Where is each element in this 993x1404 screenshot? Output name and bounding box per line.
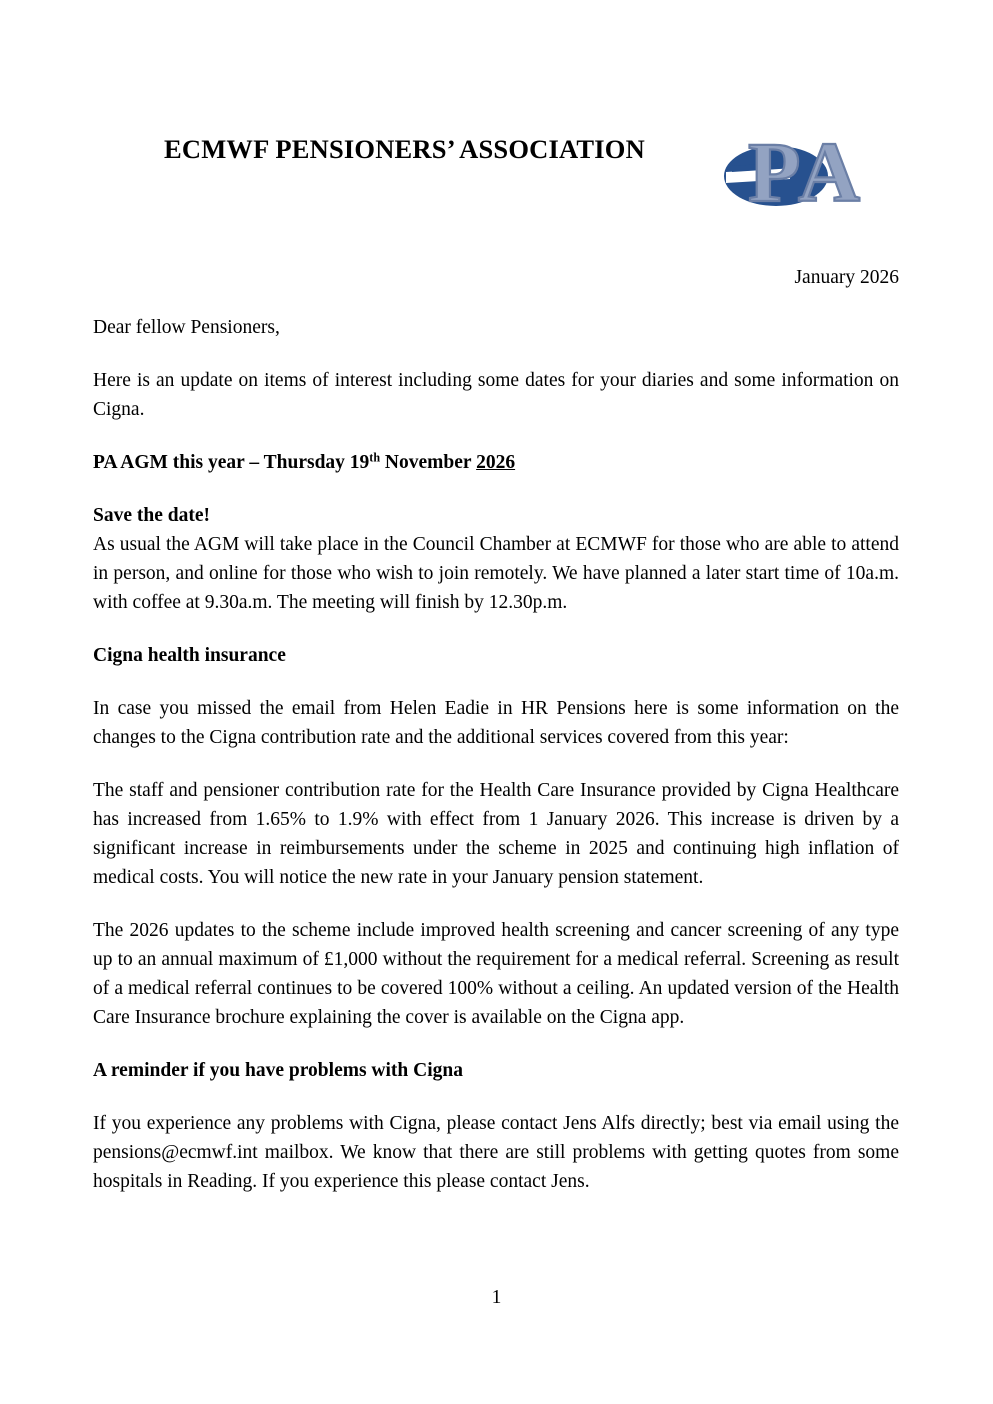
agm-heading-middle: November [380,452,477,473]
section-heading-agm [93,448,899,477]
document-body [93,313,899,1196]
spacer [93,477,899,501]
page-number: 1 [491,1287,502,1308]
agm-body: As usual the AGM will take place in the Council Chamber at ECMWF for those who are able to attend in person, and online for those who wish to join remotely. We have planned a later start time of 10a.m. with coffee at 9.30a.m. The meeting will finish by 12.30p.m. [93,534,899,613]
pa-logo [712,117,882,217]
cigna-problems-paragraph-1: If you experience any problems with Cigna, please contact Jens Alfs directly; best via email using the pensions@ecmwf.int mailbox. We know that there are still problems with getting quotes from some hospitals in Reading. If you experience this please contact Jens. [93,1113,899,1192]
logo-letters [748,124,860,217]
salutation: Dear fellow Pensioners, [93,317,280,338]
agm-heading-prefix: PA AGM this year – Thursday 19 [93,452,370,473]
agm-block [93,501,899,617]
agm-heading-ordinal: th [369,450,381,465]
spacer [93,1085,899,1109]
agm-heading-year: 2026 [476,452,516,473]
cigna-paragraph-1: In case you missed the email from Helen Eadie in HR Pensions here is some information on the changes to the Cigna contribution rate and the additional services covered from this year: [93,698,899,748]
document-header [0,124,993,222]
svg-text:A: A [798,124,861,217]
agm-subheading: Save the date! [93,505,210,526]
section-heading-cigna-problems: A reminder if you have problems with Cigna [93,1060,463,1081]
letter-date: January 2026 [794,267,899,288]
cigna-paragraph-3: The 2026 updates to the scheme include improved health screening and cancer screening of any type up to an annual maximum of £1,000 without the requirement for a medical referral. Screening as result of a medical referral continues to be covered 100% without a ceiling. An updated version of the Health Care Insurance brochure explaining the cover is available on the Cigna app. [93,920,899,1028]
intro-paragraph: Here is an update on items of interest including some dates for your diaries and some information on Cigna. [93,370,899,420]
svg-text:P: P [748,124,801,217]
cigna-paragraph-2: The staff and pensioner contribution rate for the Health Care Insurance provided by Cigna Healthcare has increased from 1.65% to 1.9% with effect from 1 January 2026. This increase is driven by a significant increase in reimbursements under the scheme in 2025 and continuing high inflation of medical costs. You will notice the new rate in your January pension statement. [93,780,899,888]
pa-logo-graphic [712,117,882,217]
page-title: ECMWF PENSIONERS’ ASSOCIATION [164,134,645,164]
spacer [93,617,899,641]
spacer [93,670,899,694]
section-heading-cigna-health-insurance: Cigna health insurance [93,645,286,666]
